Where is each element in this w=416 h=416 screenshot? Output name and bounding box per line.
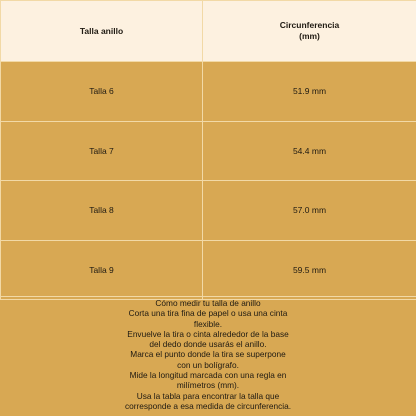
table-row: [1, 181, 416, 241]
circumference-cell: 59.5 mm: [203, 240, 416, 300]
header-ring-size: Talla anillo: [1, 1, 203, 62]
table-row: [1, 62, 416, 122]
table-header-row: [1, 1, 416, 62]
header-circumference-label: Circunferencia: [279, 20, 340, 30]
ring-size-cell: Talla 8: [1, 181, 203, 241]
ring-size-cell: Talla 7: [1, 121, 203, 181]
table-row: [1, 240, 416, 300]
measuring-instructions: [0, 296, 416, 416]
instructions-title: Cómo medir tu talla de anillo: [155, 298, 261, 308]
header-circumference-unit: (mm): [299, 31, 320, 41]
circumference-cell: 57.0 mm: [203, 181, 416, 241]
instruction-step: Corta una tira fina de papel o usa una cinta flexible.: [128, 308, 288, 329]
instruction-step: Usa la tabla para encontrar la talla que corresponde a esa medida de circunferencia.: [124, 390, 292, 411]
header-circumference: [203, 1, 416, 62]
instruction-step: Marca el punto donde la tira se superpone con un bolígrafo.: [130, 349, 286, 370]
instruction-step: Mide la longitud marcada con una regla en milímetros (mm).: [129, 370, 287, 391]
ring-size-cell: Talla 6: [1, 62, 203, 122]
instruction-step: Envuelve la tira o cinta alrededor de la base del dedo donde usarás el anillo.: [127, 328, 289, 350]
table-row: [1, 121, 416, 181]
circumference-cell: 51.9 mm: [203, 62, 416, 122]
ring-size-cell: Talla 9: [1, 240, 203, 300]
circumference-cell: 54.4 mm: [203, 121, 416, 181]
